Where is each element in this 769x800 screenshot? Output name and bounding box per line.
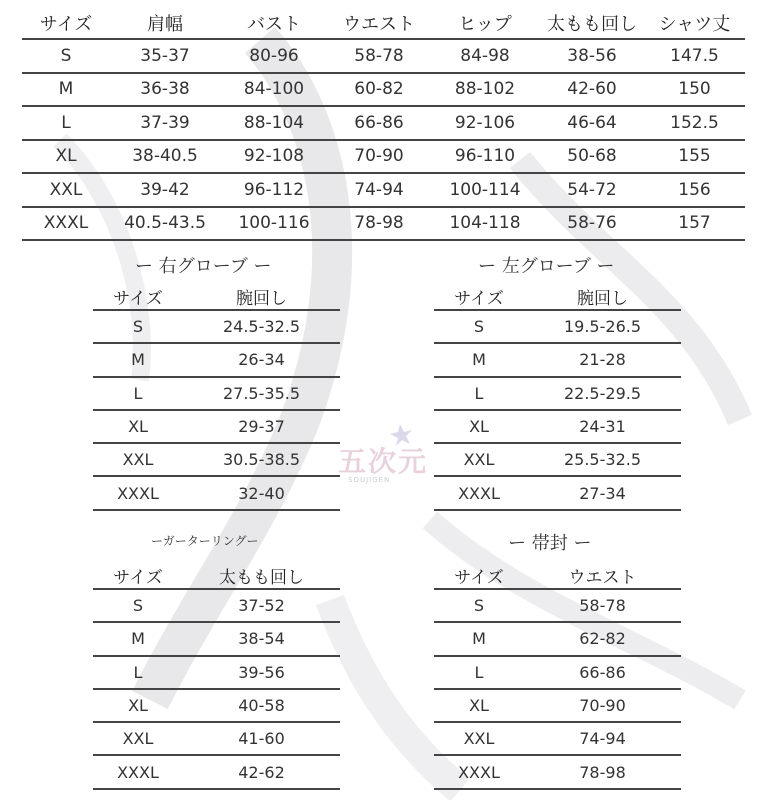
- garter-row: [93, 589, 340, 622]
- main-cell-size: S: [22, 39, 110, 73]
- main-cell-waist: 74-94: [328, 173, 430, 207]
- obi-cell-size: XL: [434, 689, 524, 722]
- garter-cell-value: 39-56: [183, 656, 340, 689]
- left-glove-row: [434, 343, 681, 376]
- garter-header-thigh: 太もも回し: [183, 562, 340, 589]
- garter-cell-value: 41-60: [183, 722, 340, 755]
- obi-cell-size: M: [434, 622, 524, 655]
- obi-table: [434, 562, 681, 790]
- main-cell-size: XXL: [22, 173, 110, 207]
- obi-cell-value: 58-78: [524, 589, 681, 622]
- right-glove-row: [93, 410, 340, 443]
- main-cell-bust: 96-112: [220, 173, 328, 207]
- watermark-logo-text: 五次元: [338, 445, 429, 478]
- garter-cell-value: 38-54: [183, 622, 340, 655]
- main-cell-thigh: 42-60: [540, 73, 644, 107]
- watermark-logo: [338, 422, 428, 492]
- main-cell-shirt-length: 156: [644, 173, 745, 207]
- right-glove-cell-value: 30.5-38.5: [183, 443, 340, 476]
- garter-row: [93, 622, 340, 655]
- garter-header-size: サイズ: [93, 562, 183, 589]
- obi-row: [434, 689, 681, 722]
- right-glove-cell-value: 29-37: [183, 410, 340, 443]
- garter-cell-size: XXL: [93, 722, 183, 755]
- main-cell-shoulder: 40.5-43.5: [110, 207, 220, 241]
- main-header-row: [22, 8, 745, 39]
- left-glove-cell-value: 22.5-29.5: [524, 377, 681, 410]
- left-glove-header-row: [434, 283, 681, 310]
- main-cell-shirt-length: 155: [644, 140, 745, 174]
- right-glove-row: [93, 310, 340, 343]
- left-glove-cell-size: XXL: [434, 443, 524, 476]
- main-cell-thigh: 58-76: [540, 207, 644, 241]
- obi-cell-size: XXXL: [434, 755, 524, 788]
- main-cell-bust: 88-104: [220, 106, 328, 140]
- obi-row: [434, 622, 681, 655]
- right-glove-header-arm: 腕回し: [183, 283, 340, 310]
- garter-cell-size: L: [93, 656, 183, 689]
- main-cell-hip: 88-102: [430, 73, 540, 107]
- main-header-size: サイズ: [22, 8, 110, 39]
- main-cell-bust: 80-96: [220, 39, 328, 73]
- main-cell-shoulder: 39-42: [110, 173, 220, 207]
- main-cell-waist: 70-90: [328, 140, 430, 174]
- main-cell-size: L: [22, 106, 110, 140]
- right-glove-row: [93, 377, 340, 410]
- right-glove-row: [93, 476, 340, 509]
- left-glove-cell-size: XL: [434, 410, 524, 443]
- obi-cell-value: 78-98: [524, 755, 681, 788]
- main-cell-size: M: [22, 73, 110, 107]
- right-glove-cell-size: M: [93, 343, 183, 376]
- main-table-row: [22, 39, 745, 73]
- right-glove-cell-value: 26-34: [183, 343, 340, 376]
- obi-row: [434, 722, 681, 755]
- left-glove-cell-value: 19.5-26.5: [524, 310, 681, 343]
- main-table-row: [22, 106, 745, 140]
- main-table-row: [22, 140, 745, 174]
- obi-cell-value: 70-90: [524, 689, 681, 722]
- obi-cell-value: 74-94: [524, 722, 681, 755]
- garter-row: [93, 689, 340, 722]
- main-cell-hip: 104-118: [430, 207, 540, 241]
- main-cell-thigh: 54-72: [540, 173, 644, 207]
- obi-header-row: [434, 562, 681, 589]
- garter-header-row: [93, 562, 340, 589]
- left-glove-header-arm: 腕回し: [524, 283, 681, 310]
- right-glove-row: [93, 343, 340, 376]
- main-cell-shoulder: 37-39: [110, 106, 220, 140]
- right-glove-cell-value: 24.5-32.5: [183, 310, 340, 343]
- left-glove-cell-value: 25.5-32.5: [524, 443, 681, 476]
- main-cell-thigh: 50-68: [540, 140, 644, 174]
- main-cell-thigh: 46-64: [540, 106, 644, 140]
- left-glove-cell-size: XXXL: [434, 476, 524, 509]
- main-header-shirt-length: シャツ丈: [644, 8, 745, 39]
- right-glove-cell-size: XXXL: [93, 476, 183, 509]
- main-header-waist: ウエスト: [328, 8, 430, 39]
- garter-table: [93, 562, 340, 790]
- main-cell-waist: 60-82: [328, 73, 430, 107]
- left-glove-row: [434, 377, 681, 410]
- main-cell-size: XXXL: [22, 207, 110, 241]
- main-cell-shoulder: 35-37: [110, 39, 220, 73]
- main-cell-size: XL: [22, 140, 110, 174]
- right-glove-cell-size: XL: [93, 410, 183, 443]
- main-cell-bust: 100-116: [220, 207, 328, 241]
- left-glove-row: [434, 443, 681, 476]
- main-cell-waist: 66-86: [328, 106, 430, 140]
- left-glove-title: ー 左グローブ ー: [478, 256, 615, 277]
- left-glove-cell-value: 21-28: [524, 343, 681, 376]
- right-glove-cell-value: 32-40: [183, 476, 340, 509]
- right-glove-cell-value: 27.5-35.5: [183, 377, 340, 410]
- obi-row: [434, 755, 681, 788]
- right-glove-title: ー 右グローブ ー: [135, 256, 272, 277]
- main-size-table: [22, 8, 745, 241]
- obi-cell-size: XXL: [434, 722, 524, 755]
- main-cell-bust: 92-108: [220, 140, 328, 174]
- left-glove-row: [434, 310, 681, 343]
- main-cell-shoulder: 36-38: [110, 73, 220, 107]
- obi-header-waist: ウエスト: [524, 562, 681, 589]
- main-cell-shirt-length: 150: [644, 73, 745, 107]
- obi-cell-size: S: [434, 589, 524, 622]
- main-cell-shirt-length: 147.5: [644, 39, 745, 73]
- right-glove-cell-size: S: [93, 310, 183, 343]
- main-header-bust: バスト: [220, 8, 328, 39]
- left-glove-table: [434, 283, 681, 511]
- main-table-row: [22, 73, 745, 107]
- left-glove-cell-size: M: [434, 343, 524, 376]
- left-glove-cell-size: L: [434, 377, 524, 410]
- obi-title: ー 帯封 ー: [508, 533, 592, 554]
- garter-cell-value: 40-58: [183, 689, 340, 722]
- right-glove-cell-size: L: [93, 377, 183, 410]
- obi-row: [434, 656, 681, 689]
- left-glove-cell-size: S: [434, 310, 524, 343]
- garter-title: ーガーターリングー: [151, 534, 259, 548]
- main-table-row: [22, 207, 745, 241]
- main-header-shoulder: 肩幅: [110, 8, 220, 39]
- main-table-row: [22, 173, 745, 207]
- right-glove-header-size: サイズ: [93, 283, 183, 310]
- left-glove-cell-value: 24-31: [524, 410, 681, 443]
- obi-row: [434, 589, 681, 622]
- main-cell-shirt-length: 152.5: [644, 106, 745, 140]
- left-glove-row: [434, 476, 681, 509]
- main-cell-bust: 84-100: [220, 73, 328, 107]
- right-glove-cell-size: XXL: [93, 443, 183, 476]
- garter-row: [93, 656, 340, 689]
- main-cell-hip: 92-106: [430, 106, 540, 140]
- obi-cell-size: L: [434, 656, 524, 689]
- obi-header-size: サイズ: [434, 562, 524, 589]
- garter-cell-size: XXXL: [93, 755, 183, 788]
- main-cell-waist: 58-78: [328, 39, 430, 73]
- garter-cell-value: 42-62: [183, 755, 340, 788]
- garter-row: [93, 722, 340, 755]
- main-cell-thigh: 38-56: [540, 39, 644, 73]
- main-cell-hip: 100-114: [430, 173, 540, 207]
- watermark-sub-text: SOUJIGEN: [348, 476, 391, 484]
- main-cell-waist: 78-98: [328, 207, 430, 241]
- main-header-thigh: 太もも回し: [540, 8, 644, 39]
- obi-cell-value: 66-86: [524, 656, 681, 689]
- left-glove-header-size: サイズ: [434, 283, 524, 310]
- garter-cell-size: XL: [93, 689, 183, 722]
- left-glove-cell-value: 27-34: [524, 476, 681, 509]
- garter-cell-size: S: [93, 589, 183, 622]
- right-glove-row: [93, 443, 340, 476]
- main-header-hip: ヒップ: [430, 8, 540, 39]
- left-glove-row: [434, 410, 681, 443]
- right-glove-header-row: [93, 283, 340, 310]
- main-cell-hip: 96-110: [430, 140, 540, 174]
- garter-row: [93, 755, 340, 788]
- main-cell-hip: 84-98: [430, 39, 540, 73]
- obi-cell-value: 62-82: [524, 622, 681, 655]
- garter-cell-value: 37-52: [183, 589, 340, 622]
- garter-cell-size: M: [93, 622, 183, 655]
- main-cell-shoulder: 38-40.5: [110, 140, 220, 174]
- right-glove-table: [93, 283, 340, 511]
- main-cell-shirt-length: 157: [644, 207, 745, 241]
